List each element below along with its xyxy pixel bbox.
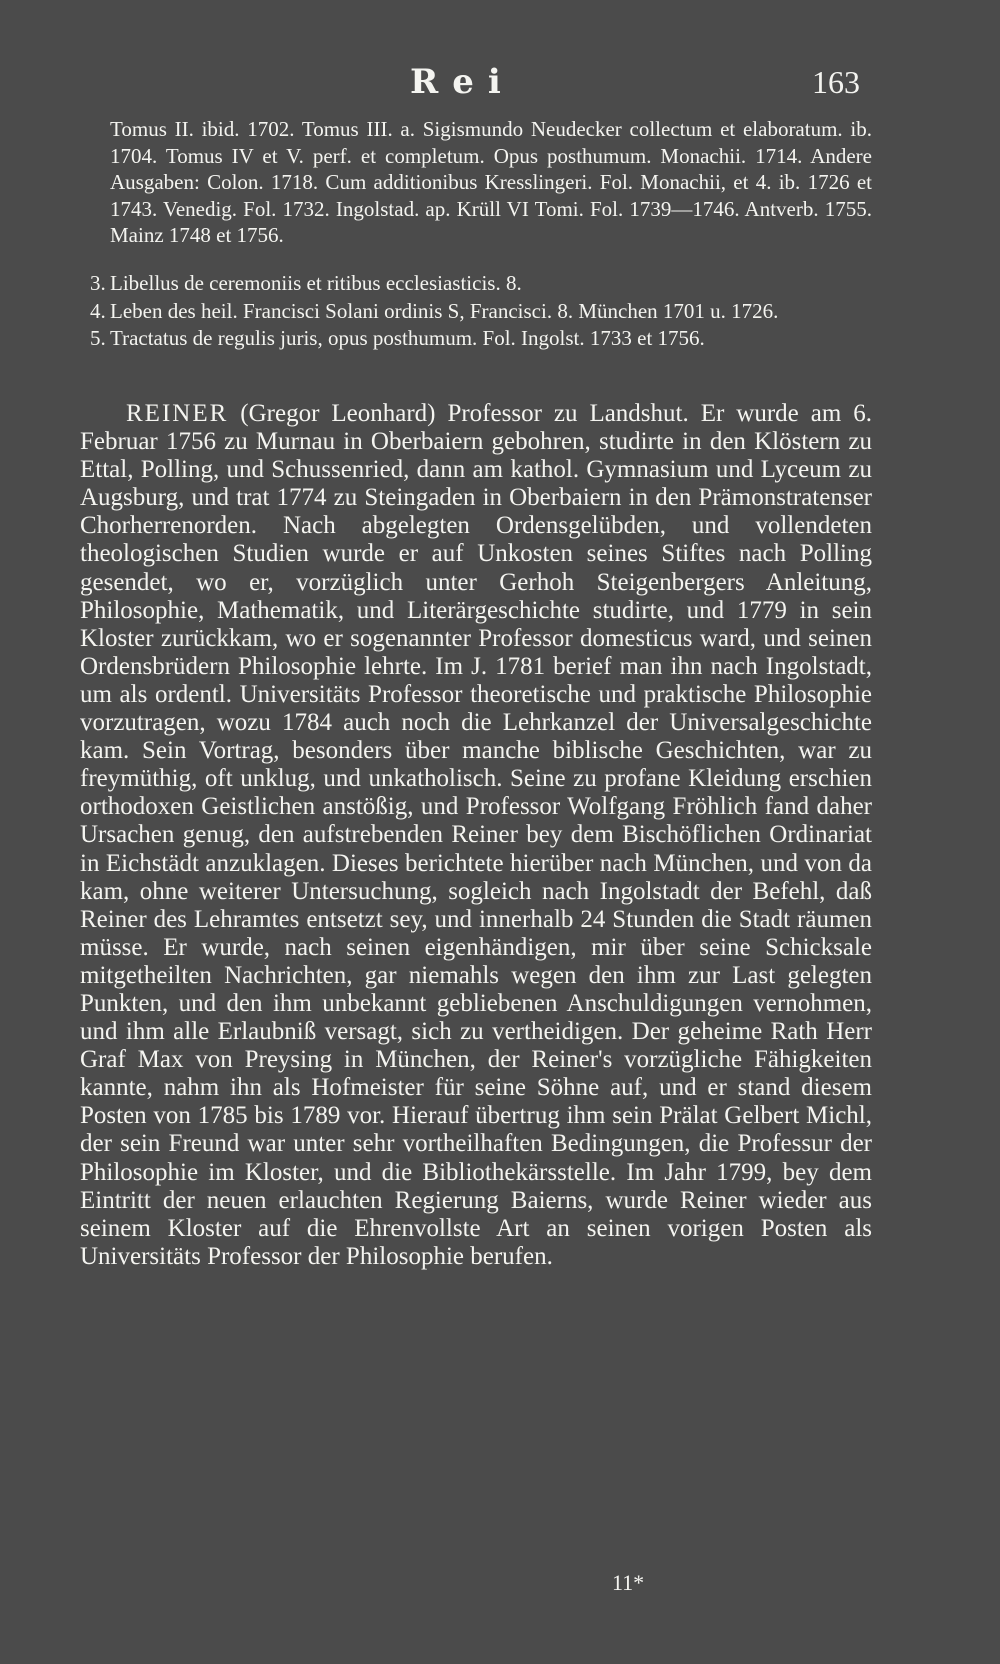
signature-mark: 11*	[612, 1570, 645, 1595]
running-head: Rei	[410, 62, 515, 102]
continued-bibliography	[110, 116, 872, 249]
list-item	[90, 298, 872, 325]
page-header	[0, 62, 1000, 112]
works-list	[90, 270, 872, 353]
list-item-number: 4.	[90, 298, 106, 323]
list-item-text: Tractatus de regulis juris, opus posthumum. Fol. Ingolst. 1733 et 1756.	[110, 326, 705, 350]
list-item	[90, 270, 872, 297]
list-item-text: Leben des heil. Francisci Solani ordinis S, Francisci. 8. München 1701 u. 1726.	[110, 298, 779, 323]
list-item-text: Libellus de ceremoniis et ritibus ecclesiasticis. 8.	[110, 271, 522, 295]
list-item	[90, 325, 872, 352]
entry-paragraph	[80, 400, 872, 1271]
continued-text: Tomus II. ibid. 1702. Tomus III. a. Sigismundo Neudecker collectum et elaboratum. ib. 1704. Tomus IV et V. perf. et completum. Opus posthumum. Monachii. 1714. Andere Ausgaben: Colon. 1718. Cum additionibus Kresslingeri. Fol. Monachii, et 4. ib. 1726 et 1743. Venedig. Fol. 1732. Ingolstad. ap. Krüll VI Tomi. Fol. 1739—1746. Antverb. 1755. Mainz 1748 et 1756.	[110, 117, 872, 247]
list-item-number: 3.	[90, 271, 106, 295]
entry-text: (Gregor Leonhard) Professor zu Landshut. Er wurde am 6. Februar 1756 zu Murnau in Oberbaiern gebohren, studirte in den Klöstern zu Ettal, Polling, und Schussenried, dann am kathol. Gymnasium und Lyceum zu Augsburg, und trat 1774 zu Steingaden in Oberbaiern in den Prämonstratenser Chorherrenorden. Nach abgelegten Ordensgelübden, und vollendeten theologischen Studien wurde er auf Unkosten seines Stiftes nach Polling gesendet, wo er, vorzüglich unter Gerhoh Steigenbergers Anleitung, Philosophie, Mathematik, und Literärgeschichte studirte, und 1779 in sein Kloster zurückkam, wo er sogenannter Professor domesticus ward, und seinen Ordensbrüdern Philosophie lehrte. Im J. 1781 berief man ihn nach Ingolstadt, um als ordentl. Universitäts Professor theoretische und praktische Philosophie vorzutragen, wozu 1784 auch noch die Lehrkanzel der Universalgeschichte kam. Sein Vortrag, besonders über manche biblische Geschichten, war zu freymüthig, oft unklug, und unkatholisch. Seine zu profane Kleidung erschien orthodoxen Geistlichen anstößig, und Professor Wolfgang Fröhlich fand daher Ursachen genug, den aufstrebenden Reiner bey dem Bischöflichen Ordinariat in Eichstädt anzuklagen. Dieses berichtete hierüber nach München, und von da kam, ohne weiterer Untersuchung, sogleich nach Ingolstadt der Befehl, daß Reiner des Lehramtes entsetzt sey, und innerhalb 24 Stunden die Stadt räumen müsse. Er wurde, nach seinen eigenhändigen, mir über seine Schicksale mitgetheilten Nachrichten, gar niemahls wegen den ihm zur Last gelegten Punkten, und den ihm unbekannt gebliebenen Anschuldigungen vernohmen, und ihm alle Erlaubniß versagt, sich zu vertheidigen. Der geheime Rath Herr Graf Max von Preysing in München, der Reiner's vorzügliche Fähigkeiten kannte, nahm ihn als Hofmeister für seine Söhne auf, und er stand diesem Posten von 1785 bis 1789 vor. Hierauf übertrug ihm sein Prälat Gelbert Michl, der sein Freund war unter sehr vortheilhaften Bedingungen, die Professur der Philosophie im Kloster, und die Bibliothekärsstelle. Im Jahr 1799, bey dem Eintritt der neuen erlauchten Regierung Baierns, wurde Reiner wieder aus seinem Kloster auf die Ehrenvollste Art an seinen vorigen Posten als Universitäts Professor der Philosophie berufen.	[80, 400, 872, 1270]
entry-headword: REINER	[126, 400, 229, 427]
biography-entry	[80, 400, 872, 1271]
list-item-number: 5.	[90, 326, 106, 350]
page-number: 163	[812, 64, 860, 100]
